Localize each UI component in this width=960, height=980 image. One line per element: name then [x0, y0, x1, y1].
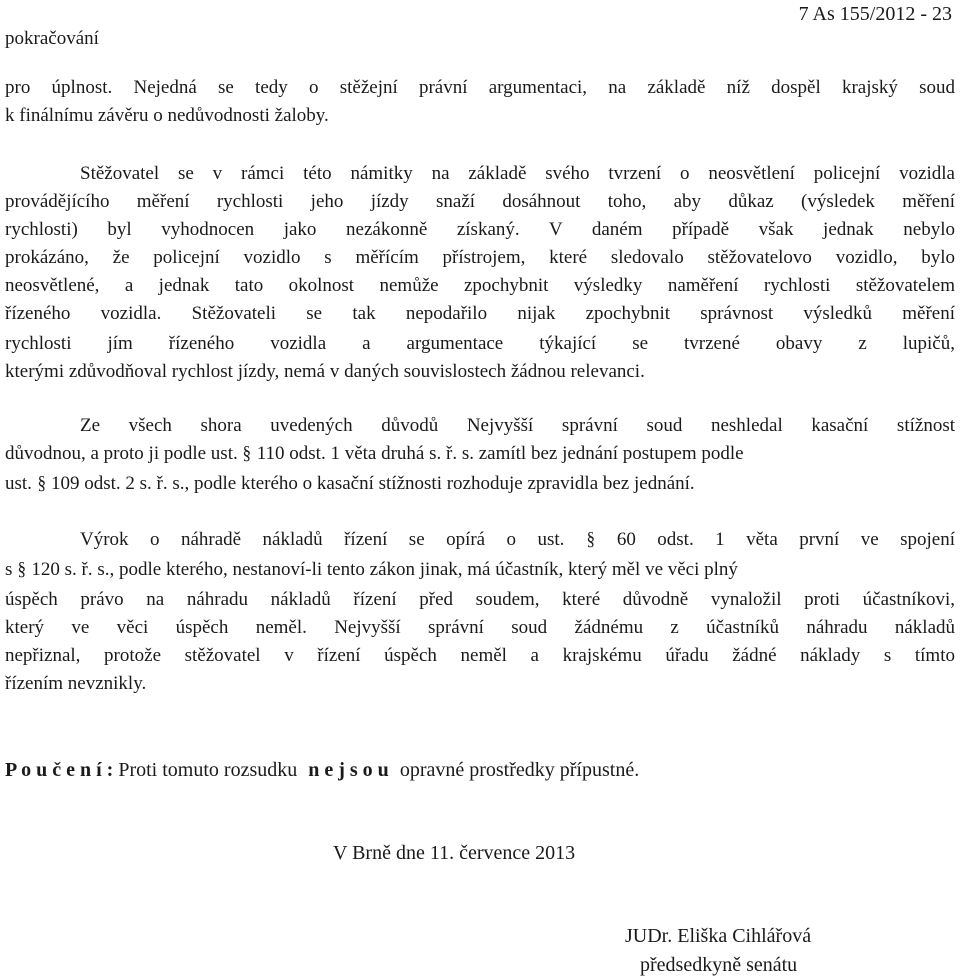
paragraph-4-line-5: nepřiznal, protože stěžovatel v řízení úspěch neměl a krajskému úřadu žádné náklady s tímto	[5, 645, 955, 666]
place-date: V Brně dne 11. července 2013	[333, 842, 576, 864]
section-symbol: §	[242, 443, 252, 464]
section-symbol: §	[37, 473, 46, 494]
paragraph-2-line-7: rychlosti jím řízeného vozidla a argumentace týkající se tvrzené obavy z lupičů,	[5, 333, 955, 354]
paragraph-3-line-2-start: důvodnou, a proto ji podle ust.	[5, 443, 238, 464]
paragraph-1-line-1: pro úplnost. Nejedná se tedy o stěžejní právní argumentaci, na základě níž dospěl krajský soud	[5, 77, 955, 98]
signature-title: předsedkyně senátu	[640, 954, 798, 976]
section-symbol: §	[586, 529, 595, 550]
paragraph-2-line-1: Stěžovatel se v rámci této námitky na základě svého tvrzení o neosvětlení policejní vozidla	[80, 163, 955, 184]
appeal-instruction	[5, 756, 955, 784]
paragraph-3-line-3-end: 109 odst. 2 s. ř. s., podle kterého o kasační stížnosti rozhoduje zpravidla bez jednání.	[50, 473, 695, 494]
signature-name: JUDr. Eliška Cihlářová	[625, 925, 812, 947]
paragraph-3-line-1: Ze všech shora uvedených důvodů Nejvyšší správní soud neshledal kasační stížnost	[80, 415, 955, 436]
paragraph-4-line-4: který ve věci úspěch neměl. Nejvyšší správní soud žádnému z účastníků náhradu nákladů	[5, 617, 955, 638]
paragraph-3-line-2-end: 110 odst. 1 věta druhá s. ř. s. zamítl bez jednání postupem podle	[256, 443, 744, 464]
paragraph-3-line-3	[5, 470, 955, 498]
paragraph-3-line-2	[5, 440, 955, 468]
paragraph-2-line-8: kterými zdůvodňoval rychlost jízdy, nemá v daných souvislostech žádnou relevanci.	[5, 361, 645, 382]
paragraph-4-line-1-start: Výrok o náhradě nákladů řízení se opírá o ust.	[80, 529, 565, 550]
case-number: 7 As 155/2012 - 23	[798, 3, 952, 25]
paragraph-4-line-3: úspěch právo na náhradu nákladů řízení před soudem, které důvodně vynaložil proti účastníkovi,	[5, 589, 955, 610]
paragraph-4-line-1	[80, 526, 955, 554]
instruction-label: P o u č e n í :	[5, 759, 114, 781]
instruction-text-start: Proti tomuto rozsudku	[113, 759, 303, 781]
instruction-text-end: opravné prostředky přípustné.	[394, 759, 640, 781]
paragraph-4-line-2	[5, 556, 955, 584]
paragraph-2-line-5: neosvětlené, a jednak tato okolnost nemůže zpochybnit výsledky naměření rychlosti stěžovatelem	[5, 275, 955, 296]
paragraph-2-line-2: provádějícího měření rychlosti jeho jízdy snaží dosáhnout toho, aby důkaz (výsledek měření	[5, 191, 955, 212]
paragraph-4-line-6: řízením nevznikly.	[5, 673, 147, 694]
paragraph-2-line-3: rychlosti) byl vyhodnocen jako nezákonně získaný. V daném případě však jednak nebylo	[5, 219, 955, 240]
section-symbol: §	[17, 559, 27, 580]
paragraph-4-line-2-start: s	[5, 559, 13, 580]
paragraph-1-line-2: k finálnímu závěru o nedůvodnosti žaloby.	[5, 105, 329, 126]
paragraph-3-line-3-start: ust.	[5, 473, 32, 494]
continued-label: pokračování	[5, 28, 99, 49]
paragraph-4-line-2-end: 120 s. ř. s., podle kterého, nestanoví-li tento zákon jinak, má účastník, který měl ve věci plný	[31, 559, 738, 580]
paragraph-2-line-6: řízeného vozidla. Stěžovateli se tak nepodařilo nijak zpochybnit správnost výsledků měření	[5, 303, 955, 324]
paragraph-2-line-4: prokázáno, že policejní vozidlo s měřícím přístrojem, které sledovalo stěžovatelovo vozidlo, bylo	[5, 247, 955, 268]
paragraph-4-line-1-end: 60 odst. 1 věta první ve spojení	[616, 529, 956, 550]
instruction-emphasis: n e j s o u	[308, 759, 389, 781]
